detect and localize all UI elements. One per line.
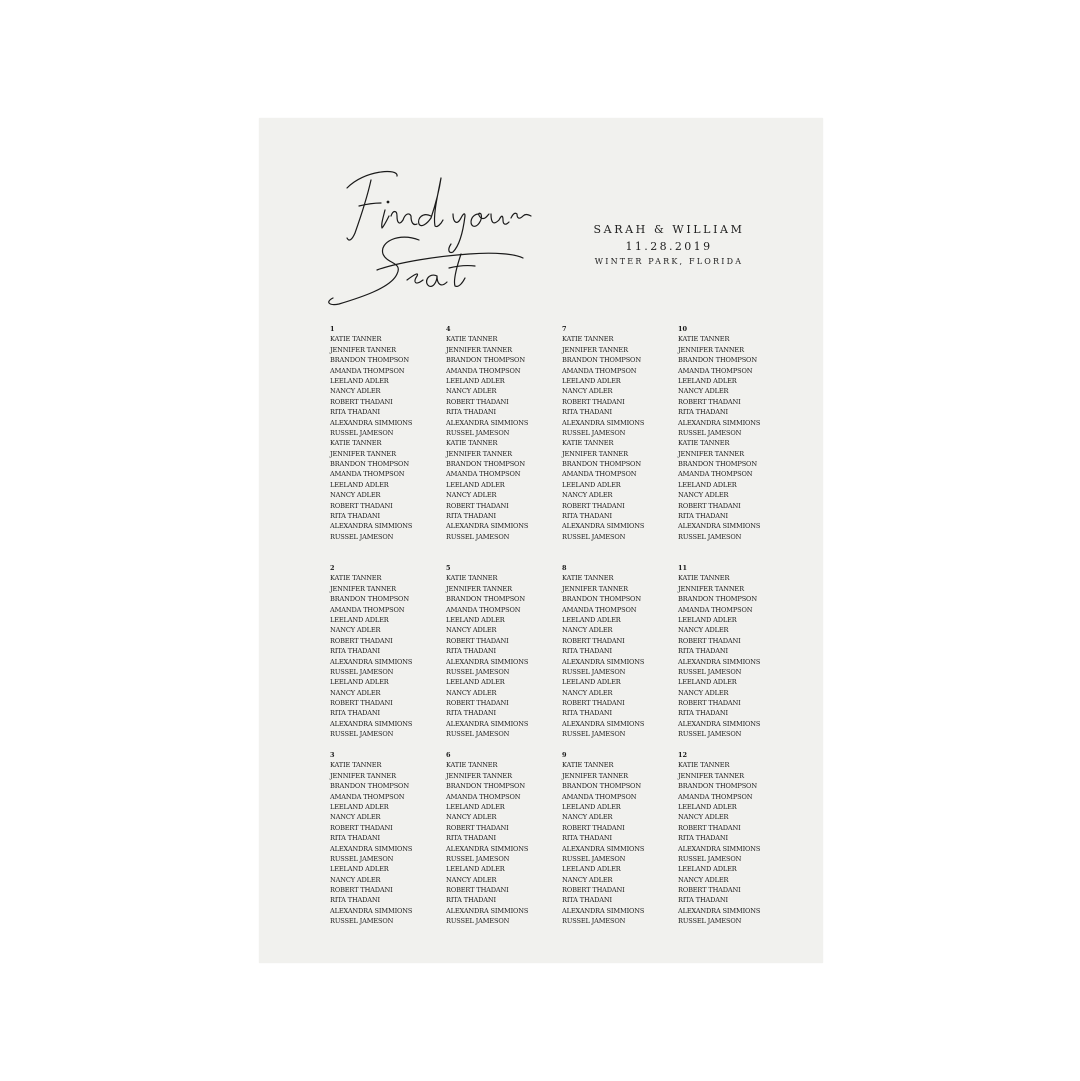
guest-name: ROBERT THADANI: [678, 501, 741, 510]
guest-name: NANCY ADLER: [678, 387, 729, 396]
table-block: [562, 563, 672, 740]
guest-name: ALEXANDRA SIMMIONS: [678, 719, 761, 728]
guest-name: KATIE TANNER: [330, 439, 382, 448]
guest-name: KATIE TANNER: [678, 761, 730, 770]
guest-name: KATIE TANNER: [562, 439, 614, 448]
guest-name: LEELAND ADLER: [446, 678, 505, 687]
table-number: 2: [330, 564, 335, 572]
guest-name: LEELAND ADLER: [562, 802, 621, 811]
guest-name: JENNIFER TANNER: [678, 771, 744, 780]
guest-name: NANCY ADLER: [330, 813, 381, 822]
guest-name: BRANDON THOMPSON: [678, 460, 757, 469]
guest-name: RUSSEL JAMESON: [562, 917, 626, 926]
guest-name: ROBERT THADANI: [446, 699, 509, 708]
guest-name: LEELAND ADLER: [678, 802, 737, 811]
guest-name: RITA THADANI: [446, 512, 496, 521]
guest-name: RITA THADANI: [330, 709, 380, 718]
table-block: [446, 750, 556, 927]
guest-name: RITA THADANI: [330, 408, 380, 417]
guest-name: ALEXANDRA SIMMIONS: [678, 657, 761, 666]
guest-name: KATIE TANNER: [446, 439, 498, 448]
guest-name: NANCY ADLER: [330, 875, 381, 884]
guest-name: LEELAND ADLER: [678, 376, 737, 385]
guest-name: RITA THADANI: [562, 647, 612, 656]
guest-name: RITA THADANI: [562, 512, 612, 521]
guest-name: ALEXANDRA SIMMIONS: [678, 522, 761, 531]
guest-name: NANCY ADLER: [678, 875, 729, 884]
guest-name: JENNIFER TANNER: [678, 584, 744, 593]
guest-name: NANCY ADLER: [678, 813, 729, 822]
table-block: [446, 563, 556, 740]
guest-name: ALEXANDRA SIMMIONS: [562, 844, 645, 853]
guest-name: ALEXANDRA SIMMIONS: [678, 418, 761, 427]
guest-name: KATIE TANNER: [562, 761, 614, 770]
guest-name: AMANDA THOMPSON: [562, 792, 637, 801]
couple-info: [559, 222, 779, 269]
guest-name: ROBERT THADANI: [446, 397, 509, 406]
guest-name: KATIE TANNER: [562, 574, 614, 583]
wedding-location: WINTER PARK, FLORIDA: [594, 257, 744, 266]
table-number: 10: [678, 325, 688, 333]
guest-name: JENNIFER TANNER: [330, 584, 396, 593]
guest-name: LEELAND ADLER: [330, 480, 389, 489]
guest-name: NANCY ADLER: [562, 813, 613, 822]
guest-name: AMANDA THOMPSON: [678, 605, 753, 614]
guest-name: JENNIFER TANNER: [330, 345, 396, 354]
guest-name: KATIE TANNER: [678, 335, 730, 344]
guest-name: ALEXANDRA SIMMIONS: [330, 522, 413, 531]
guest-name: NANCY ADLER: [446, 875, 497, 884]
guest-name: RITA THADANI: [562, 709, 612, 718]
guest-name: KATIE TANNER: [330, 335, 382, 344]
guest-name: RITA THADANI: [330, 896, 380, 905]
table-number: 6: [446, 751, 451, 759]
guest-name: RITA THADANI: [330, 512, 380, 521]
guest-name: BRANDON THOMPSON: [562, 460, 641, 469]
guest-name: NANCY ADLER: [446, 626, 497, 635]
guest-name: ROBERT THADANI: [446, 501, 509, 510]
guest-name: NANCY ADLER: [562, 688, 613, 697]
guest-name: JENNIFER TANNER: [562, 584, 628, 593]
guest-name: RITA THADANI: [678, 512, 728, 521]
guest-name: ALEXANDRA SIMMIONS: [562, 522, 645, 531]
guest-name: ROBERT THADANI: [330, 699, 393, 708]
guest-name: ROBERT THADANI: [330, 823, 393, 832]
guest-name: NANCY ADLER: [678, 626, 729, 635]
guest-name: ROBERT THADANI: [678, 636, 741, 645]
guest-name: AMANDA THOMPSON: [330, 792, 405, 801]
guest-name: BRANDON THOMPSON: [446, 460, 525, 469]
guest-name: RUSSEL JAMESON: [678, 730, 742, 739]
guest-name: NANCY ADLER: [330, 626, 381, 635]
table-number: 8: [562, 564, 567, 572]
guest-name: ROBERT THADANI: [562, 501, 625, 510]
guest-name: AMANDA THOMPSON: [562, 470, 637, 479]
guest-name: AMANDA THOMPSON: [678, 366, 753, 375]
guest-name: BRANDON THOMPSON: [446, 356, 525, 365]
guest-name: AMANDA THOMPSON: [330, 366, 405, 375]
guest-name: JENNIFER TANNER: [446, 345, 512, 354]
guest-name: ROBERT THADANI: [446, 886, 509, 895]
seating-chart-card: [259, 118, 823, 963]
guest-name: RITA THADANI: [562, 896, 612, 905]
guest-name: JENNIFER TANNER: [562, 345, 628, 354]
guest-name: LEELAND ADLER: [562, 615, 621, 624]
guest-name: JENNIFER TANNER: [562, 771, 628, 780]
guest-name: RUSSEL JAMESON: [330, 917, 394, 926]
guest-name: KATIE TANNER: [330, 574, 382, 583]
guest-name: RITA THADANI: [678, 408, 728, 417]
table-number: 3: [330, 751, 335, 759]
table-number: 4: [446, 325, 451, 333]
guest-name: LEELAND ADLER: [330, 865, 389, 874]
guest-name: AMANDA THOMPSON: [678, 470, 753, 479]
guest-name: RUSSEL JAMESON: [330, 428, 394, 437]
guest-name: LEELAND ADLER: [678, 480, 737, 489]
guest-name: ROBERT THADANI: [562, 397, 625, 406]
guest-name: LEELAND ADLER: [562, 376, 621, 385]
guest-name: RITA THADANI: [330, 834, 380, 843]
guest-name: AMANDA THOMPSON: [446, 792, 521, 801]
guest-name: NANCY ADLER: [562, 626, 613, 635]
guest-name: RUSSEL JAMESON: [678, 854, 742, 863]
guest-name: BRANDON THOMPSON: [446, 782, 525, 791]
guest-name: LEELAND ADLER: [562, 865, 621, 874]
guest-name: NANCY ADLER: [562, 387, 613, 396]
guest-name: ROBERT THADANI: [330, 397, 393, 406]
guest-name: RUSSEL JAMESON: [446, 917, 510, 926]
couple-names: SARAH & WILLIAM: [593, 223, 745, 236]
guest-name: BRANDON THOMPSON: [330, 356, 409, 365]
guest-name: JENNIFER TANNER: [678, 345, 744, 354]
table-number: 9: [562, 751, 567, 759]
guest-name: ALEXANDRA SIMMIONS: [446, 522, 529, 531]
guest-name: KATIE TANNER: [562, 335, 614, 344]
guest-name: NANCY ADLER: [446, 491, 497, 500]
guest-name: ALEXANDRA SIMMIONS: [446, 719, 529, 728]
find-your-seat-script-heading: [319, 158, 539, 308]
guest-name: RUSSEL JAMESON: [330, 667, 394, 676]
guest-name: RUSSEL JAMESON: [446, 532, 510, 541]
guest-name: ALEXANDRA SIMMIONS: [330, 418, 413, 427]
guest-name: LEELAND ADLER: [562, 678, 621, 687]
guest-name: RUSSEL JAMESON: [330, 854, 394, 863]
table-block: [678, 324, 788, 542]
guest-name: RITA THADANI: [678, 834, 728, 843]
guest-name: KATIE TANNER: [678, 439, 730, 448]
guest-name: AMANDA THOMPSON: [446, 366, 521, 375]
guest-name: LEELAND ADLER: [330, 615, 389, 624]
guest-name: ALEXANDRA SIMMIONS: [446, 844, 529, 853]
guest-name: RUSSEL JAMESON: [678, 428, 742, 437]
guest-name: JENNIFER TANNER: [678, 449, 744, 458]
guest-name: RUSSEL JAMESON: [330, 730, 394, 739]
guest-name: RUSSEL JAMESON: [446, 730, 510, 739]
guest-name: ALEXANDRA SIMMIONS: [330, 657, 413, 666]
table-block: [330, 750, 440, 927]
table-number: 5: [446, 564, 451, 572]
guest-name: LEELAND ADLER: [446, 802, 505, 811]
guest-name: AMANDA THOMPSON: [330, 605, 405, 614]
guest-name: NANCY ADLER: [562, 491, 613, 500]
guest-name: BRANDON THOMPSON: [330, 782, 409, 791]
guest-name: LEELAND ADLER: [330, 376, 389, 385]
guest-name: LEELAND ADLER: [446, 615, 505, 624]
guest-name: RITA THADANI: [446, 647, 496, 656]
guest-name: NANCY ADLER: [330, 688, 381, 697]
table-block: [446, 324, 556, 542]
guest-name: ROBERT THADANI: [678, 886, 741, 895]
table-number: 11: [678, 564, 688, 572]
guest-name: JENNIFER TANNER: [562, 449, 628, 458]
table-block: [330, 324, 440, 542]
guest-name: BRANDON THOMPSON: [562, 356, 641, 365]
table-block: [678, 750, 788, 927]
guest-name: RITA THADANI: [678, 709, 728, 718]
guest-name: NANCY ADLER: [330, 387, 381, 396]
guest-name: ROBERT THADANI: [562, 636, 625, 645]
guest-name: RITA THADANI: [562, 834, 612, 843]
wedding-date: 11.28.2019: [625, 240, 713, 253]
guest-name: ROBERT THADANI: [330, 886, 393, 895]
guest-name: ROBERT THADANI: [678, 699, 741, 708]
guest-name: RITA THADANI: [678, 647, 728, 656]
guest-name: NANCY ADLER: [446, 387, 497, 396]
table-block: [562, 750, 672, 927]
guest-name: ROBERT THADANI: [446, 823, 509, 832]
guest-name: KATIE TANNER: [678, 574, 730, 583]
guest-name: RUSSEL JAMESON: [562, 730, 626, 739]
guest-name: BRANDON THOMPSON: [330, 595, 409, 604]
guest-name: RUSSEL JAMESON: [446, 667, 510, 676]
guest-name: LEELAND ADLER: [446, 480, 505, 489]
guest-name: RITA THADANI: [678, 896, 728, 905]
guest-name: RITA THADANI: [446, 408, 496, 417]
guest-name: BRANDON THOMPSON: [562, 782, 641, 791]
guest-name: NANCY ADLER: [446, 688, 497, 697]
guest-name: ALEXANDRA SIMMIONS: [446, 906, 529, 915]
guest-name: AMANDA THOMPSON: [562, 605, 637, 614]
guest-name: KATIE TANNER: [446, 574, 498, 583]
guest-name: LEELAND ADLER: [330, 802, 389, 811]
guest-name: LEELAND ADLER: [446, 376, 505, 385]
guest-name: RITA THADANI: [562, 408, 612, 417]
guest-name: ROBERT THADANI: [330, 501, 393, 510]
guest-name: LEELAND ADLER: [678, 678, 737, 687]
guest-name: ALEXANDRA SIMMIONS: [562, 418, 645, 427]
guest-name: RUSSEL JAMESON: [678, 532, 742, 541]
guest-name: JENNIFER TANNER: [446, 449, 512, 458]
guest-name: ROBERT THADANI: [678, 397, 741, 406]
guest-name: KATIE TANNER: [446, 761, 498, 770]
guest-name: ALEXANDRA SIMMIONS: [446, 418, 529, 427]
guest-name: ALEXANDRA SIMMIONS: [562, 719, 645, 728]
guest-name: AMANDA THOMPSON: [446, 470, 521, 479]
guest-name: ROBERT THADANI: [562, 823, 625, 832]
guest-name: BRANDON THOMPSON: [678, 595, 757, 604]
guest-name: RITA THADANI: [446, 834, 496, 843]
guest-name: ALEXANDRA SIMMIONS: [562, 906, 645, 915]
guest-name: LEELAND ADLER: [678, 615, 737, 624]
guest-name: ALEXANDRA SIMMIONS: [330, 906, 413, 915]
guest-name: ROBERT THADANI: [678, 823, 741, 832]
guest-name: KATIE TANNER: [446, 335, 498, 344]
guest-name: RUSSEL JAMESON: [678, 917, 742, 926]
guest-name: RUSSEL JAMESON: [678, 667, 742, 676]
guest-name: BRANDON THOMPSON: [678, 356, 757, 365]
guest-name: RITA THADANI: [330, 647, 380, 656]
guest-name: AMANDA THOMPSON: [678, 792, 753, 801]
guest-name: ROBERT THADANI: [330, 636, 393, 645]
guest-name: ALEXANDRA SIMMIONS: [678, 844, 761, 853]
table-block: [678, 563, 788, 740]
guest-name: ALEXANDRA SIMMIONS: [330, 719, 413, 728]
guest-name: NANCY ADLER: [562, 875, 613, 884]
guest-name: KATIE TANNER: [330, 761, 382, 770]
guest-name: LEELAND ADLER: [678, 865, 737, 874]
guest-name: ROBERT THADANI: [446, 636, 509, 645]
guest-name: ALEXANDRA SIMMIONS: [678, 906, 761, 915]
guest-name: AMANDA THOMPSON: [562, 366, 637, 375]
table-number: 12: [678, 751, 688, 759]
guest-name: RITA THADANI: [446, 896, 496, 905]
guest-name: AMANDA THOMPSON: [330, 470, 405, 479]
guest-name: ROBERT THADANI: [562, 886, 625, 895]
guest-name: JENNIFER TANNER: [330, 771, 396, 780]
guest-name: RUSSEL JAMESON: [562, 428, 626, 437]
guest-name: RUSSEL JAMESON: [562, 854, 626, 863]
guest-name: ROBERT THADANI: [562, 699, 625, 708]
guest-name: LEELAND ADLER: [330, 678, 389, 687]
guest-name: ALEXANDRA SIMMIONS: [330, 844, 413, 853]
table-number: 7: [562, 325, 567, 333]
guest-name: BRANDON THOMPSON: [562, 595, 641, 604]
guest-name: JENNIFER TANNER: [446, 584, 512, 593]
guest-name: LEELAND ADLER: [446, 865, 505, 874]
guest-name: ALEXANDRA SIMMIONS: [446, 657, 529, 666]
table-number: 1: [330, 325, 335, 333]
guest-name: RUSSEL JAMESON: [446, 428, 510, 437]
guest-name: BRANDON THOMPSON: [678, 782, 757, 791]
table-block: [562, 324, 672, 542]
guest-name: JENNIFER TANNER: [446, 771, 512, 780]
guest-name: RUSSEL JAMESON: [330, 532, 394, 541]
guest-name: BRANDON THOMPSON: [330, 460, 409, 469]
guest-name: NANCY ADLER: [330, 491, 381, 500]
guest-name: NANCY ADLER: [446, 813, 497, 822]
guest-name: BRANDON THOMPSON: [446, 595, 525, 604]
guest-name: NANCY ADLER: [678, 688, 729, 697]
table-block: [330, 563, 440, 740]
guest-name: ALEXANDRA SIMMIONS: [562, 657, 645, 666]
guest-name: LEELAND ADLER: [562, 480, 621, 489]
guest-name: RUSSEL JAMESON: [562, 532, 626, 541]
guest-name: AMANDA THOMPSON: [446, 605, 521, 614]
guest-name: JENNIFER TANNER: [330, 449, 396, 458]
guest-name: RITA THADANI: [446, 709, 496, 718]
guest-name: NANCY ADLER: [678, 491, 729, 500]
guest-name: RUSSEL JAMESON: [446, 854, 510, 863]
guest-name: RUSSEL JAMESON: [562, 667, 626, 676]
